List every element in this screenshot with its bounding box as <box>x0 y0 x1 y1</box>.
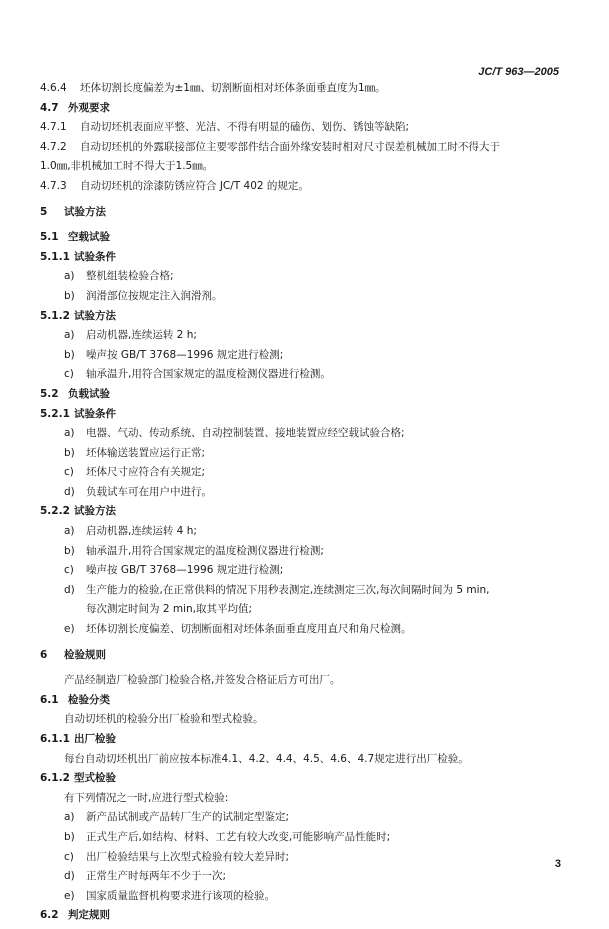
list-marker: b) <box>64 348 75 361</box>
clause <box>40 121 568 141</box>
list-marker: c) <box>64 850 74 863</box>
section-title: 外观要求 <box>68 101 110 114</box>
document-body <box>40 82 568 929</box>
list-item <box>40 270 568 290</box>
clause-number: 5.1.2 <box>40 309 70 322</box>
list-marker: d) <box>64 485 75 498</box>
list-item-text: 负载试车可在用户中进行。 <box>86 485 212 498</box>
section-heading <box>40 649 568 669</box>
list-item-text: 出厂检验结果与上次型式检验有较大差异时; <box>86 850 290 863</box>
continuation-text: 每次测定时间为 2 min,取其平均值; <box>86 603 253 616</box>
clause-number: 6.1.1 <box>40 733 70 745</box>
paragraph <box>40 713 568 733</box>
list-item-text: 轴承温升,用符合国家规定的温度检测仪器进行检测; <box>86 544 324 557</box>
list-item <box>40 290 568 310</box>
clause-number: 6.1.2 <box>40 772 70 785</box>
section-heading <box>40 206 568 226</box>
list-item-text: 坯体输送装置应运行正常; <box>86 446 206 459</box>
paragraph <box>40 674 568 694</box>
paragraph <box>40 753 568 773</box>
list-marker: c) <box>64 564 74 577</box>
list-marker: b) <box>64 289 75 302</box>
list-item <box>40 623 568 643</box>
clause-text: 自动切坯机表面应平整、光洁、不得有明显的磕伤、划伤、锈蚀等缺陷; <box>80 121 410 134</box>
list-marker: e) <box>64 889 75 902</box>
section-title: 试验条件 <box>74 407 116 420</box>
list-item <box>40 851 568 871</box>
list-item-text: 坯体切割长度偏差、切割断面相对坯体条面垂直度用直尺和角尺检测。 <box>86 623 412 636</box>
list-marker: c) <box>64 368 74 381</box>
section-heading <box>40 231 568 251</box>
section-title: 试验方法 <box>74 309 116 322</box>
section-heading <box>40 251 568 271</box>
section-heading <box>40 505 568 525</box>
list-item-text: 新产品试制或产品转厂生产的试制定型鉴定; <box>86 811 290 824</box>
section-title: 试验方法 <box>74 505 116 518</box>
list-item <box>40 368 568 388</box>
list-item-text: 启动机器,连续运转 4 h; <box>86 525 197 538</box>
list-item-text: 正式生产后,如结构、材料、工艺有较大改变,可能影响产品性能时; <box>86 830 391 843</box>
list-marker: b) <box>64 544 75 557</box>
list-item-text: 整机组装检验合格; <box>86 270 174 283</box>
clause-number: 5 <box>40 205 48 218</box>
clause <box>40 180 568 200</box>
continuation-text: 1.0㎜,非机械加工时不得大于1.5㎜。 <box>40 160 214 173</box>
section-title: 出厂检验 <box>74 733 116 745</box>
list-marker: c) <box>64 466 74 479</box>
section-title: 型式检验 <box>74 772 116 785</box>
list-item <box>40 545 568 565</box>
section-title: 检验分类 <box>68 693 110 706</box>
clause-number: 5.2 <box>40 387 59 400</box>
list-item-text: 噪声按 GB/T 3768—1996 规定进行检测; <box>86 564 284 577</box>
list-marker: d) <box>64 870 75 883</box>
section-title: 检验规则 <box>64 648 106 661</box>
section-title: 试验条件 <box>74 250 116 263</box>
list-item <box>40 329 568 349</box>
list-marker: a) <box>64 811 75 824</box>
clause-number: 6 <box>40 648 48 661</box>
list-item <box>40 831 568 851</box>
list-item <box>40 447 568 467</box>
standard-code: JC/T 963—2005 <box>478 66 559 78</box>
list-marker: d) <box>64 583 75 596</box>
clause-text: 坯体切割长度偏差为±1㎜、切割断面相对坯体条面垂直度为1㎜。 <box>80 82 386 94</box>
list-marker: a) <box>64 270 75 283</box>
clause-number: 5.1 <box>40 231 59 244</box>
list-marker: b) <box>64 830 75 843</box>
section-title: 空载试验 <box>68 231 110 244</box>
list-item-text: 润滑部位按规定注入润滑剂。 <box>86 289 223 302</box>
section-heading <box>40 408 568 428</box>
list-item <box>40 870 568 890</box>
list-item-text: 正常生产时每两年不少于一次; <box>86 870 227 883</box>
paragraph-text: 自动切坯机的检验分出厂检验和型式检验。 <box>64 713 264 726</box>
continuation-line <box>40 160 568 180</box>
list-item <box>40 349 568 369</box>
list-item-text: 国家质量监督机构要求进行该项的检验。 <box>86 889 275 902</box>
paragraph-text: 产品经制造厂检验部门检验合格,并签发合格证后方可出厂。 <box>64 674 341 687</box>
section-heading <box>40 694 568 714</box>
list-marker: a) <box>64 525 75 538</box>
clause-number: 5.1.1 <box>40 250 70 263</box>
paragraph <box>40 792 568 812</box>
section-title: 负载试验 <box>68 387 110 400</box>
list-item <box>40 525 568 545</box>
list-item-text: 生产能力的检验,在正常供料的情况下用秒表测定,连续测定三次,每次间隔时间为 5 min, <box>86 583 490 596</box>
list-item <box>40 584 568 604</box>
list-marker: a) <box>64 427 75 440</box>
clause-text: 自动切坯机的外露联接部位主要零部件结合面外缘安装时相对尺寸误差机械加工时不得大于 <box>80 140 500 153</box>
page-number: 3 <box>554 858 561 870</box>
section-title: 试验方法 <box>64 205 106 218</box>
paragraph-text: 每台自动切坯机出厂前应按本标准4.1、4.2、4.4、4.5、4.6、4.7规定进行出厂检验。 <box>64 752 469 765</box>
clause-number: 4.6.4 <box>40 82 67 94</box>
list-item <box>40 890 568 910</box>
clause <box>40 82 568 102</box>
clause-number: 4.7.2 <box>40 140 67 153</box>
continuation-line <box>40 603 568 623</box>
section-heading <box>40 310 568 330</box>
section-title: 判定规则 <box>68 909 110 922</box>
list-marker: a) <box>64 329 75 342</box>
section-heading <box>40 388 568 408</box>
clause-number: 4.7.3 <box>40 179 67 192</box>
list-item <box>40 466 568 486</box>
section-heading <box>40 772 568 792</box>
clause-text: 自动切坯机的涂漆防锈应符合 JC/T 402 的规定。 <box>80 179 309 192</box>
section-heading <box>40 733 568 753</box>
list-item-text: 坯体尺寸应符合有关规定; <box>86 466 206 479</box>
clause-number: 6.2 <box>40 909 59 922</box>
list-item <box>40 486 568 506</box>
section-heading <box>40 909 568 929</box>
clause-number: 6.1 <box>40 693 59 706</box>
clause-number: 5.2.2 <box>40 505 70 518</box>
clause-number: 4.7 <box>40 101 59 114</box>
paragraph-text: 有下列情况之一时,应进行型式检验: <box>64 791 229 804</box>
list-marker: b) <box>64 446 75 459</box>
list-item-text: 噪声按 GB/T 3768—1996 规定进行检测; <box>86 348 284 361</box>
list-item-text: 电器、气动、传动系统、自动控制装置、接地装置应经空载试验合格; <box>86 427 405 440</box>
list-item-text: 轴承温升,用符合国家规定的温度检测仪器进行检测。 <box>86 368 331 381</box>
list-item <box>40 811 568 831</box>
clause <box>40 141 568 161</box>
clause-number: 4.7.1 <box>40 121 67 134</box>
list-item <box>40 427 568 447</box>
list-item-text: 启动机器,连续运转 2 h; <box>86 329 197 342</box>
list-marker: e) <box>64 623 75 636</box>
section-heading <box>40 102 568 122</box>
clause-number: 5.2.1 <box>40 407 70 420</box>
list-item <box>40 564 568 584</box>
